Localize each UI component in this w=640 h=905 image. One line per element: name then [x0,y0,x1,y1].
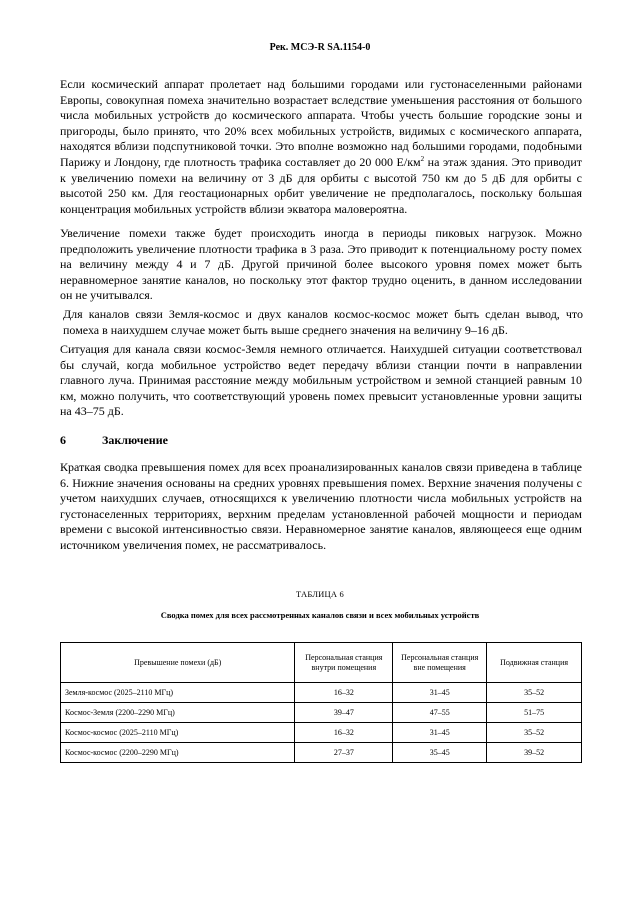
paragraph-4: Ситуация для канала связи космос-Земля немного отличается. Наихудшей ситуации соответствовал бы случай, когда мобильное устройство ведет передачу вблизи станции почти в направлении главного луча. Принимая расстояние между мобильным устройством и земной станцией равным 10 км, можно получить, что соответствующий уровень помех превысит установленные уровни защиты на 43–75 дБ. [60,342,582,419]
table-cell-link: Земля-космос (2025–2110 МГц) [61,683,295,703]
table-cell: 47–55 [393,703,487,723]
table-cell-link: Космос-Земля (2200–2290 МГц) [61,703,295,723]
table-cell: 16–32 [295,723,393,743]
table-cell: 35–52 [487,723,582,743]
paragraph-1 [60,77,582,217]
paragraph-1-text-a: Если космический аппарат пролетает над большими городами или густонаселенными районами Европы, совокупная помеха значительно возрастает вследствие уменьшения расстояния от большого числа мобильных устройств до космического аппарата. Чтобы учесть большие городские зоны и пригороды, было принято, что 20% всех мобильных устройств, видимых с космического аппарата, находятся вблизи подспутниковой точки. Это вполне возможно над большими городами, подобными Парижу и Лондону, где плотность трафика составляет до 20 000 Е/км [60,77,582,169]
paragraph-2: Увеличение помехи также будет происходить иногда в периоды пиковых нагрузок. Можно предположить увеличение плотности трафика в 3 раза. Это приводит к потенциальному росту помех на величину между 4 и 7 дБ. Другой причиной более высокого уровня помех может быть неравномерное занятие каналов, но поскольку этот фактор трудно оценить, в данном исследовании он не учитывался. [60,226,582,303]
section-number: 6 [60,433,66,447]
table-row [61,723,582,743]
section-heading [60,433,168,448]
superscript: 2 [420,154,425,163]
table-cell: 31–45 [393,723,487,743]
paragraph-5: Краткая сводка превышения помех для всех проанализированных каналов связи приведена в таблице 6. Нижние значения основаны на средних уровнях превышения помех. Верхние значения получены с учетом наихудших случаев, относящихся к увеличению плотности числа мобильных устройств на густонаселенных территориях, верхним пределам установленной рабочей мощности и периодам времени с высокой интенсивностью связи. Неравномерное занятие каналов, являющееся еще одним источником увеличения помех, не рассматривалось. [60,460,582,552]
table-row [61,683,582,703]
table-cell: 39–47 [295,703,393,723]
page-header: Рек. МСЭ-R SA.1154-0 [269,42,371,53]
table-cell: 39–52 [487,743,582,763]
table-number: ТАБЛИЦА 6 [296,589,344,599]
table-cell: 35–45 [393,743,487,763]
table-header-cell: Подвижная станция [487,643,582,683]
table-cell: 51–75 [487,703,582,723]
section-title: Заключение [102,433,168,447]
table-header-cell: Превышение помехи (дБ) [61,643,295,683]
table-cell: 35–52 [487,683,582,703]
table-header-row [61,643,582,683]
table-cell-link: Космос-космос (2200–2290 МГц) [61,743,295,763]
table-title: Сводка помех для всех рассмотренных каналов связи и всех мобильных устройств [160,610,480,620]
paragraph-3: Для каналов связи Земля-космос и двух каналов космос-космос может быть сделан вывод, что помеха в наихудшем случае может быть выше среднего значения на величину 9–16 дБ. [63,307,583,337]
table-header-cell: Персональная станция внутри помещения [295,643,393,683]
paragraph-1-text-b: на этаж здания. Это приводит к увеличению помехи на величину от 3 дБ для орбиты с высотой 750 км до 5 дБ для орбиты с высотой 250 км. Для геостационарных орбит увеличение не предполагалось, поскольку большая концентрация мобильных устройств вблизи экватора маловероятна. [60,154,582,216]
table-cell: 27–37 [295,743,393,763]
table-cell-link: Космос-космос (2025–2110 МГц) [61,723,295,743]
table-row [61,703,582,723]
table-cell: 31–45 [393,683,487,703]
table-header-cell: Персональная станция вне помещения [393,643,487,683]
summary-table [60,642,582,763]
table-row [61,743,582,763]
table-cell: 16–32 [295,683,393,703]
